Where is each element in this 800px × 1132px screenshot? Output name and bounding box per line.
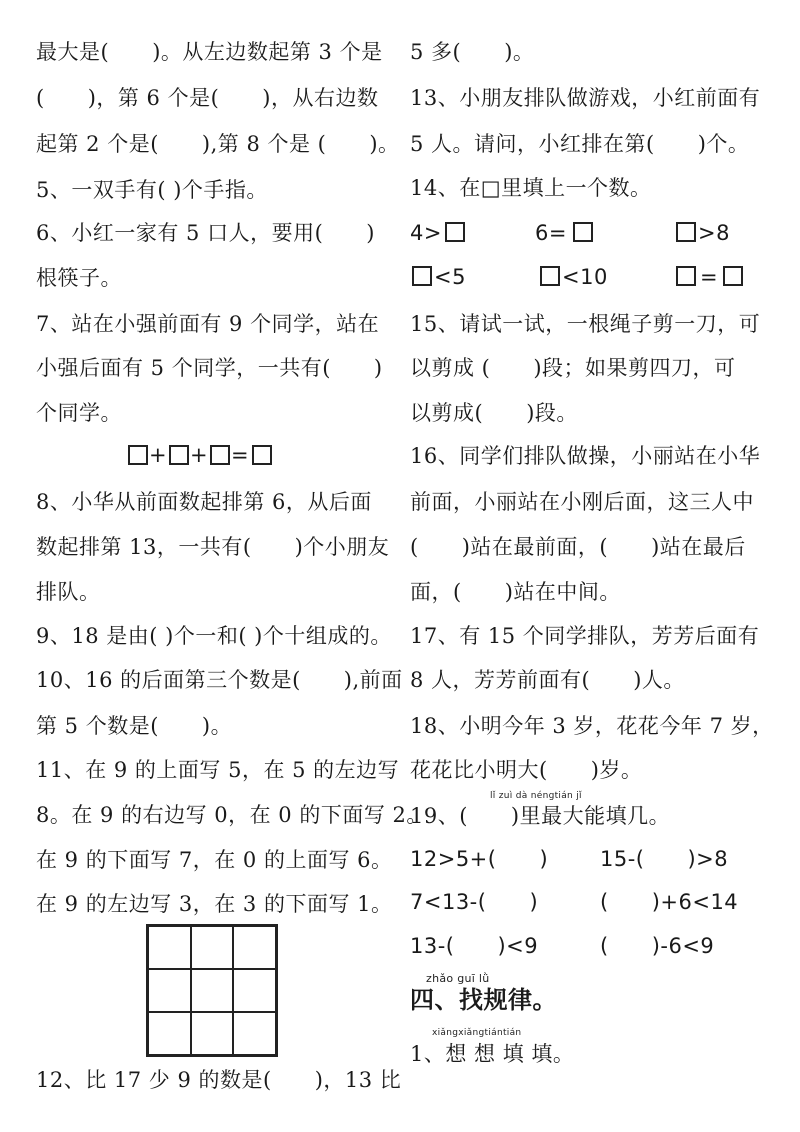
answer-box[interactable] — [445, 222, 465, 242]
question-16-cont-3: 面，( )站在中间。 — [410, 580, 621, 604]
question-16-cont-1: 前面，小丽站在小刚后面，这三人中 — [410, 490, 754, 514]
question-16: 16、同学们排队做操，小丽站在小华 — [410, 444, 761, 468]
q14-item-2-left: 6= — [535, 221, 567, 245]
q14-item-3-right: >8 — [698, 221, 730, 245]
question-19: 19、( )里最大能填几。 — [410, 804, 671, 828]
section-heading-find-pattern: 四、找规律。 — [410, 985, 557, 1014]
question-13: 13、小朋友排队做游戏，小红前面有 — [410, 86, 761, 110]
pinyin-section-heading: zhǎo guī lǜ — [426, 972, 490, 985]
grid-cell[interactable] — [148, 926, 191, 969]
question-7: 7、站在小强前面有 9 个同学，站在 — [36, 312, 380, 336]
question-13-cont: 5 人。请问，小红排在第( )个。 — [410, 132, 750, 156]
answer-box[interactable] — [252, 445, 272, 465]
question-15-cont-2: 以剪成( )段。 — [410, 401, 578, 425]
q19-item-5: 13-( )<9 — [410, 934, 539, 958]
section-question-1: 1、想 想 填 填。 — [410, 1042, 575, 1066]
question-7-cont-2: 个同学。 — [36, 401, 122, 425]
q19-item-2: 15-( )>8 — [600, 847, 729, 871]
equals-sign: = — [231, 443, 250, 467]
pinyin-q19: lǐ zuì dà néngtián jǐ — [490, 791, 582, 801]
answer-box[interactable] — [676, 222, 696, 242]
question-12: 12、比 17 少 9 的数是( )，13 比 — [36, 1068, 402, 1092]
question-6-cont: 根筷子。 — [36, 266, 122, 290]
answer-box[interactable] — [169, 445, 189, 465]
q19-item-4: ( )+6<14 — [600, 890, 739, 914]
q14-item-1-left: 4> — [410, 221, 442, 245]
answer-box[interactable] — [723, 266, 743, 286]
answer-box[interactable] — [128, 445, 148, 465]
question-10: 10、16 的后面第三个数是( ),前面 — [36, 668, 403, 692]
question-8: 8、小华从前面数起排第 6，从后面 — [36, 490, 372, 514]
plus-sign: + — [149, 443, 168, 467]
grid-cell[interactable] — [148, 1012, 191, 1055]
question-15-cont-1: 以剪成 ( )段；如果剪四刀，可 — [410, 356, 736, 380]
question-11: 11、在 9 的上面写 5，在 5 的左边写 — [36, 758, 400, 782]
q14-item-6-middle: = — [700, 265, 719, 289]
question-17: 17、有 15 个同学排队，芳芳后面有 — [410, 624, 760, 648]
three-by-three-grid — [146, 924, 278, 1057]
answer-box[interactable] — [210, 445, 230, 465]
grid-cell[interactable] — [191, 1012, 234, 1055]
question-5: 5、一双手有( )个手指。 — [36, 178, 268, 202]
question-8-cont-2: 排队。 — [36, 580, 101, 604]
q14-item-4-right: <5 — [434, 265, 466, 289]
question-11-cont-1: 8。在 9 的右边写 0，在 0 的下面写 2。 — [36, 803, 428, 827]
answer-box[interactable] — [540, 266, 560, 286]
equation-boxes — [128, 442, 298, 470]
pinyin-q1: xiǎngxiǎngtiántián — [432, 1028, 522, 1038]
question-11-cont-3: 在 9 的左边写 3，在 3 的下面写 1。 — [36, 892, 393, 916]
question-17-cont: 8 人，芳芳前面有( )人。 — [410, 668, 685, 692]
question-6: 6、小红一家有 5 口人，要用( ) — [36, 221, 375, 245]
question-18: 18、小明今年 3 岁，花花今年 7 岁， — [410, 714, 774, 738]
answer-box[interactable] — [676, 266, 696, 286]
left-line-2: ( )，第 6 个是( )，从右边数 — [36, 86, 379, 110]
answer-box[interactable] — [573, 222, 593, 242]
grid-cell[interactable] — [233, 1012, 276, 1055]
plus-sign: + — [190, 443, 209, 467]
question-10-cont: 第 5 个数是( )。 — [36, 714, 233, 738]
question-16-cont-2: ( )站在最前面，( )站在最后 — [410, 535, 746, 559]
grid-cell[interactable] — [233, 926, 276, 969]
question-18-cont: 花花比小明大( )岁。 — [410, 758, 643, 782]
q19-item-3: 7<13-( ) — [410, 890, 539, 914]
question-8-cont-1: 数起排第 13，一共有( )个小朋友 — [36, 535, 390, 559]
left-line-1: 最大是( )。从左边数起第 3 个是 — [36, 40, 383, 64]
answer-box[interactable] — [412, 266, 432, 286]
question-11-cont-2: 在 9 的下面写 7，在 0 的上面写 6。 — [36, 848, 393, 872]
q14-item-5-right: <10 — [562, 265, 608, 289]
q19-item-6: ( )-6<9 — [600, 934, 715, 958]
question-9: 9、18 是由( )个一和( )个十组成的。 — [36, 624, 392, 648]
q19-item-1: 12>5+( ) — [410, 847, 549, 871]
grid-cell[interactable] — [233, 969, 276, 1012]
grid-cell[interactable] — [191, 926, 234, 969]
question-15: 15、请试一试，一根绳子剪一刀，可 — [410, 312, 761, 336]
question-12-cont: 5 多( )。 — [410, 40, 535, 64]
question-14: 14、在□里填上一个数。 — [410, 176, 652, 200]
grid-cell[interactable] — [148, 969, 191, 1012]
question-7-cont-1: 小强后面有 5 个同学，一共有( ) — [36, 356, 383, 380]
left-line-3: 起第 2 个是( ),第 8 个是 ( )。 — [36, 132, 400, 156]
grid-cell[interactable] — [191, 969, 234, 1012]
